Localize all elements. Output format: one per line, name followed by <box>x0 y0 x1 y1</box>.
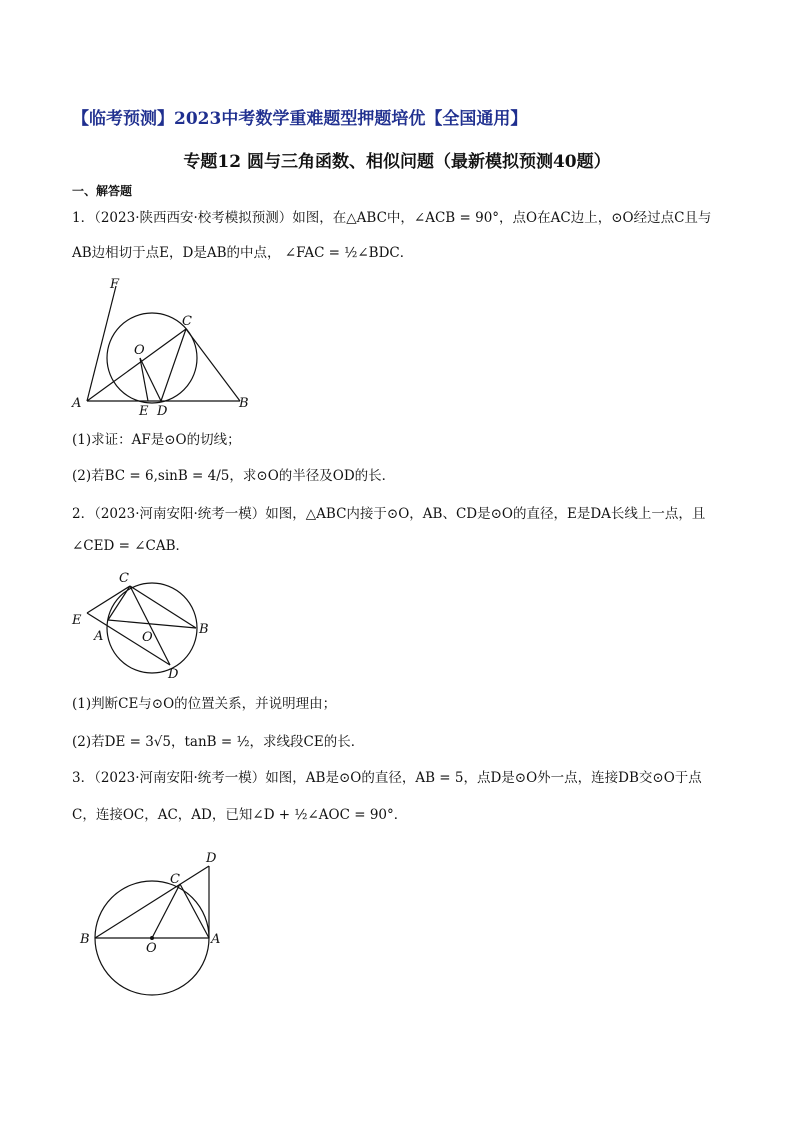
q2-label-O: O <box>142 630 153 645</box>
q1-label-C: C <box>182 314 192 329</box>
q3-label-D: D <box>206 851 217 866</box>
q2-figure <box>66 566 226 684</box>
section-heading: 一、解答题 <box>72 184 133 198</box>
page-title: 专题12 圆与三角函数、相似问题（最新模拟预测40题） <box>183 152 611 172</box>
q1-label-E: E <box>139 404 149 419</box>
q1-line-OD <box>140 358 161 401</box>
q2-label-C: C <box>119 571 129 586</box>
q3-label-O: O <box>146 941 157 956</box>
q1-line-OE <box>140 358 148 401</box>
q3-line-CA <box>180 884 209 938</box>
q3-label-C: C <box>170 872 180 887</box>
q2-line-CE <box>87 586 130 613</box>
q2-label-B: B <box>199 622 209 637</box>
q2-line1: 2．（2023·河南安阳·统考一模）如图，△ABC内接于⊙O，AB、CD是⊙O的直径，E是DA长线上一点，且 <box>72 506 706 522</box>
q2-part1: (1)判断CE与⊙O的位置关系，并说明理由； <box>72 696 337 712</box>
banner-heading: 【临考预测】2023中考数学重难题型押题培优【全国通用】 <box>72 109 528 129</box>
q1-figure <box>66 276 266 421</box>
q2-label-A: A <box>94 629 104 644</box>
q1-label-F: F <box>110 277 120 292</box>
q3-figure <box>76 846 236 1018</box>
q2-line-CB <box>130 586 196 628</box>
q1-label-A: A <box>72 396 82 411</box>
q2-part2: (2)若DE = 3√5，tanB = ½，求线段CE的长． <box>72 734 365 750</box>
q1-label-O: O <box>134 343 145 358</box>
q1-part2: (2)若BC = 6,sinB = 4/5，求⊙O的半径及OD的长． <box>72 468 396 484</box>
q3-label-B: B <box>80 932 90 947</box>
q3-line1: 3．（2023·河南安阳·统考一模）如图，AB是⊙O的直径，AB = 5，点D是⊙O外一点，连接DB交⊙O于点 <box>72 770 702 786</box>
q2-line-AB <box>108 620 196 628</box>
q2-line2: ∠CED = ∠CAB． <box>72 538 190 554</box>
q1-part1: (1)求证：AF是⊙O的切线； <box>72 432 241 448</box>
q3-center-dot <box>150 936 154 940</box>
q1-line-CB <box>186 329 240 401</box>
q2-line-CA <box>108 586 130 620</box>
q1-label-D: D <box>157 404 168 419</box>
q3-line2: C，连接OC，AC，AD，已知∠D + ½∠AOC = 90°． <box>72 807 408 823</box>
q1-line1: 1．（2023·陕西西安·校考模拟预测）如图，在△ABC中，∠ACB = 90°，点O在AC边上，⊙O经过点C且与 <box>72 210 712 226</box>
q2-label-D: D <box>168 667 179 682</box>
q1-line2: AB边相切于点E，D是AB的中点， ∠FAC = ½∠BDC． <box>72 245 414 261</box>
q1-label-B: B <box>239 396 249 411</box>
q3-line-BD <box>95 866 209 938</box>
q2-circle <box>107 583 197 673</box>
q3-label-A: A <box>211 932 221 947</box>
q2-label-E: E <box>72 613 82 628</box>
q3-line-OC <box>152 884 180 938</box>
q1-line-CD <box>161 329 186 401</box>
